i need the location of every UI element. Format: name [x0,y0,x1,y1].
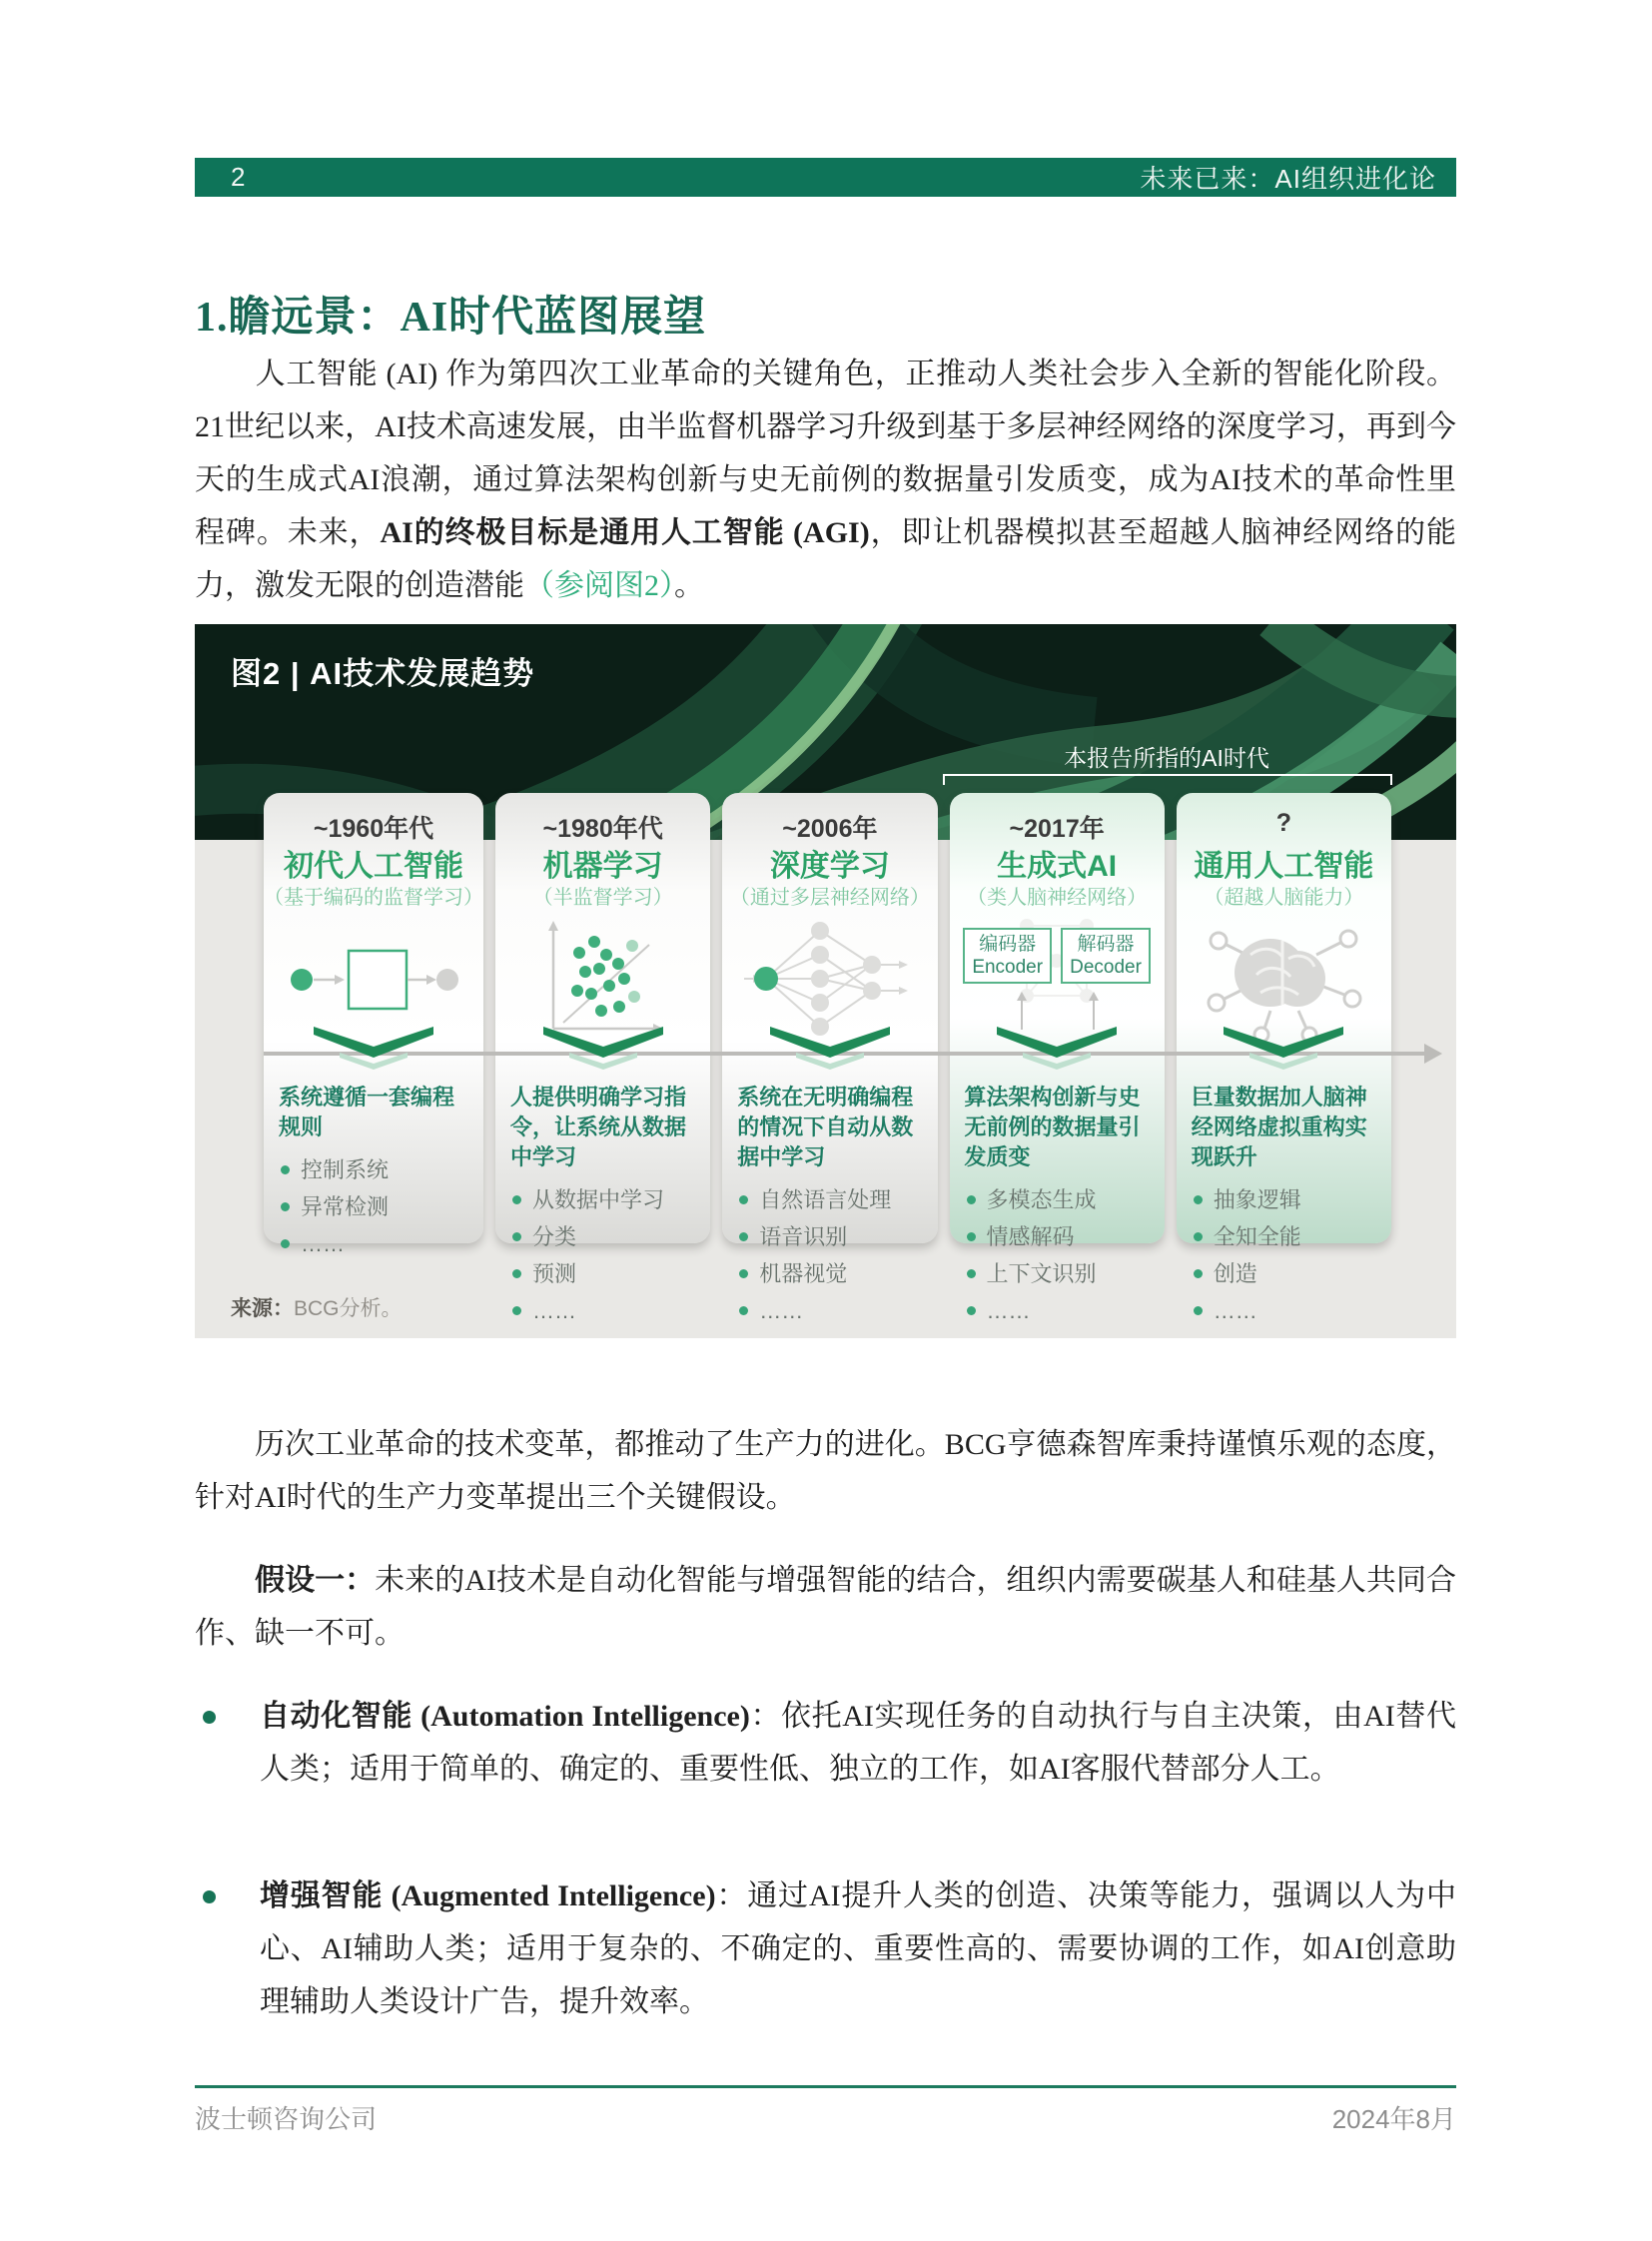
card-feature-item: 自然语言处理 [737,1181,922,1218]
card-feature-item: …… [510,1292,695,1329]
card-subtitle: （基于编码的监督学习） [264,887,483,909]
chevron-down-icon [764,1025,896,1076]
card-feature-list [279,1151,468,1262]
card-feature-item: …… [279,1225,468,1262]
chevron-down-icon [1218,1025,1349,1076]
card-feature-list [965,1181,1150,1329]
card-feature-item: 情感解码 [965,1218,1150,1255]
card-feature-item: 异常检测 [279,1188,468,1225]
bullet-automation-intelligence [195,1690,1456,1796]
card-feature-item: 创造 [1192,1255,1376,1292]
paragraph-text: 未来的AI技术是自动化智能与增强智能的结合，组织内需要碳基人和硅基人共同合作、缺一不可。 [195,1564,1457,1650]
card-description: 系统遵循一套编程规则 [279,1085,455,1139]
decoder-label-cn: 解码器 [1077,934,1135,955]
card-feature-item: …… [737,1292,922,1329]
card-year: ~2006年 [782,815,878,843]
card-year: ~1980年代 [542,815,663,843]
bullet-text: ：通过AI提升人类的创造、决策等能力，强调以人为中心、AI辅助人类；适用于复杂的、不确定的、重要性高的、需要协调的工作，如AI创意助理辅助人类设计广告，提升效率。 [260,1879,1456,2018]
card-title: 深度学习 [769,850,890,883]
timeline-card-2017 [950,793,1165,1323]
card-title: 通用人工智能 [1194,850,1374,883]
header-title: 未来已来：AI组织进化论 [1140,164,1436,194]
card-subtitle: （类人脑神经网络） [967,887,1148,909]
figure-source-text: BCG分析。 [294,1297,403,1320]
paragraph-text: 人工智能 (AI) 作为第四次工业革命的关键角色，正推动人类社会步入全新的智能化阶段。21世纪以来，AI技术高速发展，由半监督机器学习升级到基于多层神经网络的深度学习，再到今天的生成式AI浪潮，通过算法架构创新与史无前例的数据量引发质变，成为AI技术的革命性里程碑。未来， [195,358,1456,549]
encoder-label-en: Encoder [972,957,1044,978]
footer-company: 波士顿咨询公司 [195,2104,378,2134]
chevron-down-icon [308,1025,439,1076]
card-feature-item: …… [965,1292,1150,1329]
footer-rule [195,2085,1456,2088]
era-bracket [943,774,1392,785]
hypothesis-paragraph [195,1554,1456,1660]
card-feature-list [737,1181,922,1329]
chevron-down-icon [537,1025,669,1076]
page-number: 2 [231,162,246,192]
card-feature-item: 全知全能 [1192,1218,1376,1255]
card-subtitle: （超越人脑能力） [1204,887,1364,909]
timeline-card-2006 [722,793,937,1323]
figure-2 [195,624,1456,1338]
card-feature-item: 控制系统 [279,1151,468,1188]
card-description: 算法架构创新与史无前例的数据量引发质变 [964,1085,1141,1169]
card-subtitle: （半监督学习） [532,887,673,909]
card-feature-item: 机器视觉 [737,1255,922,1292]
figure-reference-link[interactable]: （参阅图2） [524,569,674,602]
page-header-bar [195,158,1456,197]
timeline-card-1980s [495,793,710,1323]
bullet-text: ：依托AI实现任务的自动执行与自主决策，由AI替代人类；适用于简单的、确定的、重要性低、独立的工作，如AI客服代替部分人工。 [260,1700,1457,1786]
paragraph [195,1418,1456,1524]
footer-date: 2024年8月 [1331,2104,1456,2134]
card-feature-item: 分类 [510,1218,695,1255]
card-description: 巨量数据加人脑神经网络虚拟重构实现跃升 [1191,1085,1367,1169]
card-title: 初代人工智能 [284,850,463,883]
figure-source-prefix: 来源： [231,1297,294,1320]
decoder-label-en: Decoder [1070,957,1142,978]
section-heading: 1.瞻远景：AI时代蓝图展望 [195,295,707,341]
card-description: 系统在无明确编程的情况下自动从数据中学习 [737,1085,914,1169]
card-feature-item: 抽象逻辑 [1192,1181,1376,1218]
card-feature-item: 语音识别 [737,1218,922,1255]
page-footer [195,2099,1456,2136]
figure-source [231,1292,403,1322]
card-feature-item: 上下文识别 [965,1255,1150,1292]
bullet-augmented-intelligence [195,1869,1456,2028]
card-feature-list [1192,1181,1376,1329]
card-feature-item: 从数据中学习 [510,1181,695,1218]
figure-title: 图2 | AI技术发展趋势 [231,656,535,691]
intro-paragraph [195,348,1456,612]
paragraph-text: 历次工业革命的技术变革，都推动了生产力的进化。BCG亨德森智库秉持谨慎乐观的态度，针对AI时代的生产力变革提出三个关键假设。 [195,1428,1456,1514]
encoder-box [963,928,1052,984]
brain-circuit-icon [1199,915,1368,1043]
card-title: 生成式AI [997,850,1118,883]
bullet-term: 增强智能 (Augmented Intelligence) [260,1879,716,1912]
flow-diagram-icon [287,932,461,1027]
chevron-down-icon [991,1025,1123,1076]
paragraph-text: ，即让机器模拟甚至超越人脑神经网络的能力，激发无限的创造潜能 [195,516,1457,602]
card-description: 人提供明确学习指令，让系统从数据中学习 [510,1085,687,1169]
card-year: ? [1275,809,1292,837]
timeline-card-1960s [264,793,483,1256]
paragraph-bold-text: AI的终极目标是通用人工智能 (AGI) [380,516,870,549]
timeline-card-agi [1177,793,1391,1323]
card-feature-list [510,1181,695,1329]
hypothesis-label: 假设一： [255,1564,376,1597]
bullet-term: 自动化智能 (Automation Intelligence) [260,1700,750,1733]
card-title: 机器学习 [542,850,663,883]
card-feature-item: …… [1192,1292,1376,1329]
paragraph-text: 。 [674,569,704,602]
era-label: 本报告所指的AI时代 [1064,745,1269,771]
card-year: ~2017年 [1009,815,1105,843]
card-feature-item: 多模态生成 [965,1181,1150,1218]
card-feature-item: 预测 [510,1255,695,1292]
card-year: ~1960年代 [313,815,434,843]
scatter-plot-icon [533,915,673,1043]
decoder-box [1061,928,1151,984]
encoder-label-cn: 编码器 [979,934,1037,955]
card-subtitle: （通过多层神经网络） [729,887,930,909]
